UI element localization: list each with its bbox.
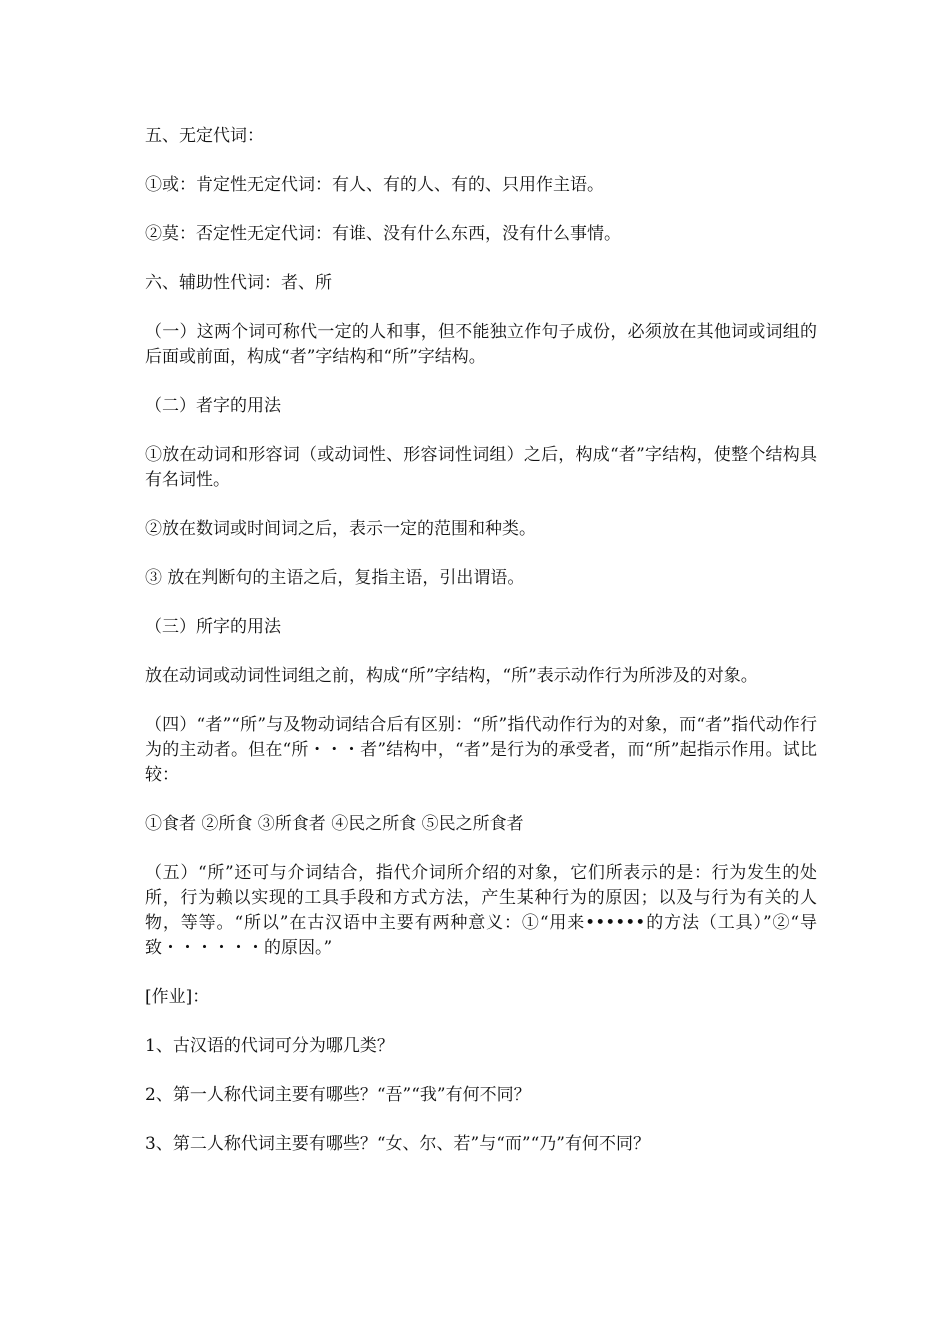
heading-auxiliary-pronouns: 六、辅助性代词：者、所: [145, 273, 332, 293]
heading-indefinite-pronouns: 五、无定代词：: [145, 126, 264, 146]
paragraph-zhe-2: ②放在数词或时间词之后，表示一定的范围和种类。: [145, 519, 536, 539]
paragraph-section-5: （五）“所”还可与介词结合，指代介词所介绍的对象，它们所表示的是：行为发生的处所，行为赖以实现的工具手段和方式方法，产生某种行为的原因；以及与行为有关的人物，等等。“所以”在古汉语中主要有两种意义：①“用来••••••的方法（工具）”②“导致・・・・・・的原因。”: [145, 863, 817, 958]
homework-question-1: 1、古汉语的代词可分为哪几类？: [145, 1036, 394, 1056]
homework-question-3: 3、第二人称代词主要有哪些？“女、尔、若”与“而”“乃”有何不同？: [145, 1134, 650, 1154]
paragraph-section-4: （四）“者”“所”与及物动词结合后有区别：“所”指代动作行为的对象，而“者”指代动作行为的主动者。但在“所・・・者”结构中，“者”是行为的承受者，而“所”起指示作用。试比较：: [145, 715, 817, 785]
document-body: [145, 124, 817, 1181]
paragraph-huo: ①或：肯定性无定代词：有人、有的人、有的、只用作主语。: [145, 175, 604, 195]
paragraph-suo-structure: 放在动词或动词性词组之前，构成“所”字结构，“所”表示动作行为所涉及的对象。: [145, 666, 758, 686]
homework-question-2: 2、第一人称代词主要有哪些？“吾”“我”有何不同？: [145, 1085, 531, 1105]
paragraph-section-1: （一）这两个词可称代一定的人和事，但不能独立作句子成份，必须放在其他词或词组的后面或前面，构成“者”字结构和“所”字结构。: [145, 322, 817, 367]
paragraph-examples: ①食者 ②所食 ③所食者 ④民之所食 ⑤民之所食者: [145, 814, 524, 834]
heading-homework: [作业]：: [145, 987, 210, 1007]
paragraph-zhe-3: ③ 放在判断句的主语之后，复指主语，引出谓语。: [145, 568, 525, 588]
heading-zhe-usage: （二）者字的用法: [145, 396, 281, 416]
heading-suo-usage: （三）所字的用法: [145, 617, 281, 637]
paragraph-zhe-1: ①放在动词和形容词（或动词性、形容词性词组）之后，构成“者”字结构，使整个结构具有名词性。: [145, 445, 817, 490]
paragraph-mo: ②莫：否定性无定代词：有谁、没有什么东西，没有什么事情。: [145, 224, 621, 244]
